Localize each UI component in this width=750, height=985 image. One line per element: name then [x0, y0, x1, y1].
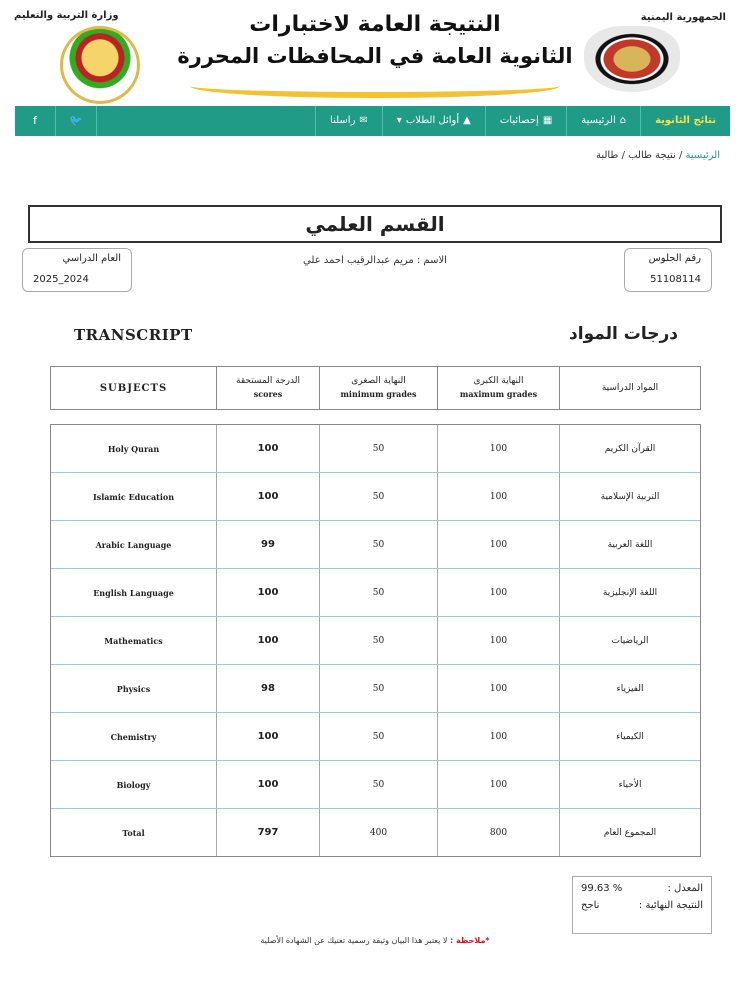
maximum-cell: 100 — [437, 569, 559, 616]
decorative-swoosh — [190, 74, 560, 98]
minimum-cell: 50 — [319, 569, 437, 616]
score-cell: 100 — [216, 713, 319, 760]
minimum-cell: 50 — [319, 761, 437, 808]
twitter-icon[interactable]: 🐦 — [56, 106, 97, 136]
main-navbar — [15, 106, 730, 136]
subject-name-ar: الرياضيات — [559, 617, 700, 664]
table-header — [50, 366, 701, 410]
minimum-cell: 400 — [319, 809, 437, 856]
table-row — [51, 712, 700, 760]
country-label: الجمهورية اليمنية — [640, 12, 726, 23]
subject-name-en: Chemistry — [110, 731, 157, 742]
nav-item-home[interactable]: ⌂ الرئيسية — [566, 106, 640, 136]
subject-name-ar: المجموع العام — [559, 809, 700, 856]
chevron-down-icon: ▾ — [396, 115, 402, 126]
score-cell: 797 — [216, 809, 319, 856]
score-cell: 98 — [216, 665, 319, 712]
subject-name-en: Physics — [116, 683, 151, 694]
grades-table — [50, 424, 701, 857]
maximum-cell: 100 — [437, 665, 559, 712]
maximum-cell: 800 — [437, 809, 559, 856]
minimum-cell: 50 — [319, 521, 437, 568]
page-title-line2: الثانوية العامة في المحافظات المحررة — [177, 44, 573, 68]
minimum-cell: 50 — [319, 425, 437, 472]
score-cell: 99 — [216, 521, 319, 568]
subject-name-en: Arabic Language — [95, 539, 172, 550]
site-header — [0, 0, 750, 105]
subject-name-ar: الأحياء — [559, 761, 700, 808]
nav-item-contact[interactable]: ✉ راسلنا — [315, 106, 382, 136]
nav-item-top-students[interactable]: ▲ أوائل الطلاب ▾ — [382, 106, 485, 136]
table-row — [51, 568, 700, 616]
header-minimum: النهاية الصغرى minimum grades — [319, 367, 437, 409]
header-subjects-ar: المواد الدراسية — [559, 367, 700, 409]
seat-number-value: 51108114 — [650, 274, 701, 285]
minimum-cell: 50 — [319, 617, 437, 664]
score-cell: 100 — [216, 425, 319, 472]
result-box — [572, 876, 712, 934]
nav-item-stats[interactable]: ▦ إحصائيات — [485, 106, 566, 136]
transcript-title: TRANSCRIPT — [74, 326, 193, 344]
home-icon: ⌂ — [619, 115, 627, 126]
ministry-label: وزارة التربية والتعليم — [14, 10, 119, 21]
academic-year-value: 2025_2024 — [33, 274, 89, 285]
table-row — [51, 472, 700, 520]
breadcrumb-separator: / — [678, 150, 683, 161]
final-result-label: النتيجة النهائية : — [638, 900, 703, 911]
average-value: 99.63 % — [581, 883, 623, 894]
academic-year-box — [22, 248, 132, 292]
subject-name-en: Mathematics — [104, 635, 163, 646]
subject-name-ar: الكيمياء — [559, 713, 700, 760]
mail-icon: ✉ — [359, 115, 368, 126]
note-text: لا يعتبر هذا البيان وثيقة رسمية تغنيك عن الشهادة الأصلية — [260, 936, 448, 945]
header-maximum: النهاية الكبرى maximum grades — [437, 367, 559, 409]
disclaimer-note — [0, 936, 750, 945]
maximum-cell: 100 — [437, 713, 559, 760]
nav-item-results[interactable]: نتائج الثانوية — [640, 106, 730, 136]
breadcrumb-home[interactable]: الرئيسية — [685, 150, 720, 161]
breadcrumb-current: نتيجة طالب / طالبة — [595, 150, 676, 161]
page-title-line1: النتيجة العامة لاختبارات — [249, 12, 501, 37]
seat-number-label: رقم الجلوس — [648, 253, 701, 264]
grades-title: درجات المواد — [569, 324, 678, 344]
breadcrumb — [596, 150, 720, 161]
score-cell: 100 — [216, 617, 319, 664]
maximum-cell: 100 — [437, 761, 559, 808]
average-label: المعدل : — [667, 883, 703, 894]
maximum-cell: 100 — [437, 617, 559, 664]
subject-name-en: Total — [122, 827, 145, 838]
score-cell: 100 — [216, 569, 319, 616]
minimum-cell: 50 — [319, 665, 437, 712]
table-row — [51, 616, 700, 664]
maximum-cell: 100 — [437, 521, 559, 568]
minimum-cell: 50 — [319, 713, 437, 760]
user-icon: ▲ — [463, 115, 471, 126]
note-tag: *ملاحظة : — [450, 936, 490, 945]
subject-name-ar: التربية الإسلامية — [559, 473, 700, 520]
table-row — [51, 808, 700, 856]
student-name: الاسم : مريم عبدالرقيب احمد علي — [303, 255, 447, 266]
subject-name-ar: اللغة العربية — [559, 521, 700, 568]
maximum-cell: 100 — [437, 473, 559, 520]
subject-name-en: Holy Quran — [107, 443, 160, 454]
subject-name-ar: الفيزياء — [559, 665, 700, 712]
table-row — [51, 520, 700, 568]
minimum-cell: 50 — [319, 473, 437, 520]
subject-name-ar: اللغة الإنجليزية — [559, 569, 700, 616]
header-subjects-en: SUBJECTS — [99, 382, 168, 394]
subject-name-ar: القرآن الكريم — [559, 425, 700, 472]
subject-name-en: Islamic Education — [92, 491, 175, 502]
section-title: القسم العلمي — [28, 205, 722, 243]
table-row — [51, 664, 700, 712]
table-row — [51, 760, 700, 808]
facebook-icon[interactable]: f — [15, 106, 56, 136]
maximum-cell: 100 — [437, 425, 559, 472]
subject-name-en: English Language — [93, 587, 174, 598]
chart-icon: ▦ — [542, 115, 553, 126]
score-cell: 100 — [216, 473, 319, 520]
score-cell: 100 — [216, 761, 319, 808]
academic-year-label: العام الدراسي — [62, 253, 121, 264]
header-scores: الدرجة المستحقة scores — [216, 367, 319, 409]
social-links — [15, 106, 97, 136]
table-row — [51, 425, 700, 472]
subject-name-en: Biology — [116, 779, 151, 790]
final-result-value: ناجح — [581, 900, 600, 911]
